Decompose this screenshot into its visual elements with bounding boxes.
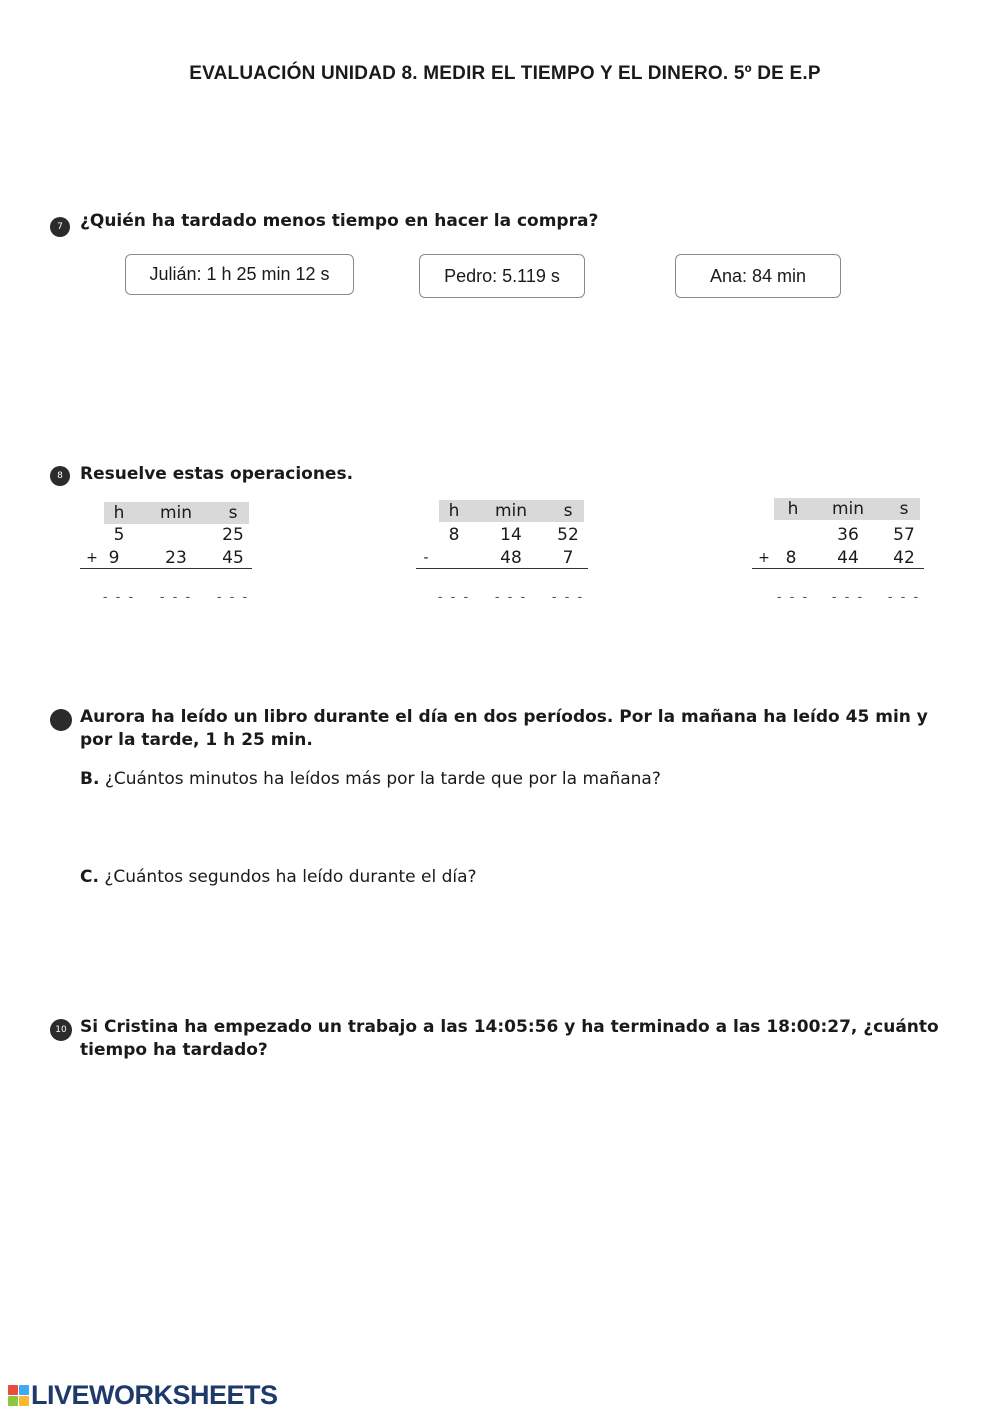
operator-sign: +	[86, 550, 98, 566]
header-seconds: s	[228, 503, 238, 523]
question-9c-label: C.	[80, 867, 99, 887]
operator-sign: -	[423, 550, 429, 566]
answer-blank-minutes[interactable]: - - -	[494, 590, 528, 605]
row1-seconds: 52	[557, 525, 579, 545]
header-seconds: s	[899, 499, 909, 519]
question-number-badge	[50, 709, 72, 731]
question-9b	[80, 768, 661, 791]
answer-box-julian: Julián: 1 h 25 min 12 s	[125, 254, 354, 295]
header-hours: h	[448, 501, 460, 521]
operation-1	[80, 500, 255, 610]
question-8-text: Resuelve estas operaciones.	[80, 464, 354, 484]
answer-blank-minutes[interactable]: - - -	[831, 590, 865, 605]
sum-line	[752, 568, 924, 569]
logo-square	[8, 1396, 18, 1406]
row1-hours: 5	[113, 525, 125, 545]
row2-minutes: 23	[165, 548, 187, 568]
row2-hours: 8	[785, 548, 797, 568]
logo-square	[8, 1385, 18, 1395]
logo-icon	[8, 1385, 29, 1406]
difference-line	[416, 568, 588, 569]
operation-3	[752, 496, 927, 608]
question-9b-text: ¿Cuántos minutos ha leídos más por la tarde que por la mañana?	[104, 769, 661, 789]
page-title: EVALUACIÓN UNIDAD 8. MEDIR EL TIEMPO Y EL DINERO. 5º DE E.P	[189, 63, 821, 84]
liveworksheets-logo	[8, 1380, 278, 1411]
operator-sign: +	[758, 550, 770, 566]
question-7-text: ¿Quién ha tardado menos tiempo en hacer la compra?	[80, 211, 599, 231]
row2-minutes: 44	[837, 548, 859, 568]
question-9c	[80, 866, 477, 889]
row1-hours: 8	[448, 525, 460, 545]
row2-hours: 9	[108, 548, 120, 568]
question-9-text: Aurora ha leído un libro durante el día en dos períodos. Por la mañana ha leído 45 min y por la tarde, 1 h 25 min.	[80, 707, 928, 750]
row1-seconds: 57	[893, 525, 915, 545]
row1-seconds: 25	[222, 525, 244, 545]
row2-seconds: 7	[562, 548, 574, 568]
logo-text: LIVEWORKSHEETS	[31, 1380, 278, 1410]
sum-line	[80, 568, 252, 569]
row2-hours	[434, 547, 474, 569]
question-9b-label: B.	[80, 769, 100, 789]
logo-square	[19, 1396, 29, 1406]
question-number-badge: 10	[50, 1019, 72, 1041]
operation-2	[416, 498, 591, 608]
answer-blank-minutes[interactable]: - - -	[159, 590, 193, 605]
header-minutes: min	[159, 503, 193, 523]
question-number-badge: 7	[50, 217, 70, 237]
question-9c-text: ¿Cuántos segundos ha leído durante el día?	[104, 867, 477, 887]
question-number-badge: 8	[50, 466, 70, 486]
row2-seconds: 42	[893, 548, 915, 568]
header-minutes: min	[494, 501, 528, 521]
logo-square	[19, 1385, 29, 1395]
answer-blank-hours[interactable]: - - -	[437, 590, 471, 605]
answer-blank-seconds[interactable]: - - -	[551, 590, 585, 605]
answer-blank-hours[interactable]: - - -	[102, 590, 136, 605]
row1-hours	[773, 524, 813, 546]
header-hours: h	[787, 499, 799, 519]
header-hours: h	[113, 503, 125, 523]
header-seconds: s	[563, 501, 573, 521]
answer-blank-seconds[interactable]: - - -	[216, 590, 250, 605]
row2-minutes: 48	[500, 548, 522, 568]
question-10-text: Si Cristina ha empezado un trabajo a las 14:05:56 y ha terminado a las 18:00:27, ¿cuánto tiempo ha tardado?	[80, 1017, 939, 1060]
answer-blank-hours[interactable]: - - -	[776, 590, 810, 605]
row1-minutes: 14	[500, 525, 522, 545]
row1-minutes	[156, 524, 196, 546]
header-minutes: min	[831, 499, 865, 519]
row1-minutes: 36	[837, 525, 859, 545]
answer-box-ana: Ana: 84 min	[675, 254, 841, 298]
answer-blank-seconds[interactable]: - - -	[887, 590, 921, 605]
row2-seconds: 45	[222, 548, 244, 568]
answer-box-pedro: Pedro: 5.119 s	[419, 254, 585, 298]
